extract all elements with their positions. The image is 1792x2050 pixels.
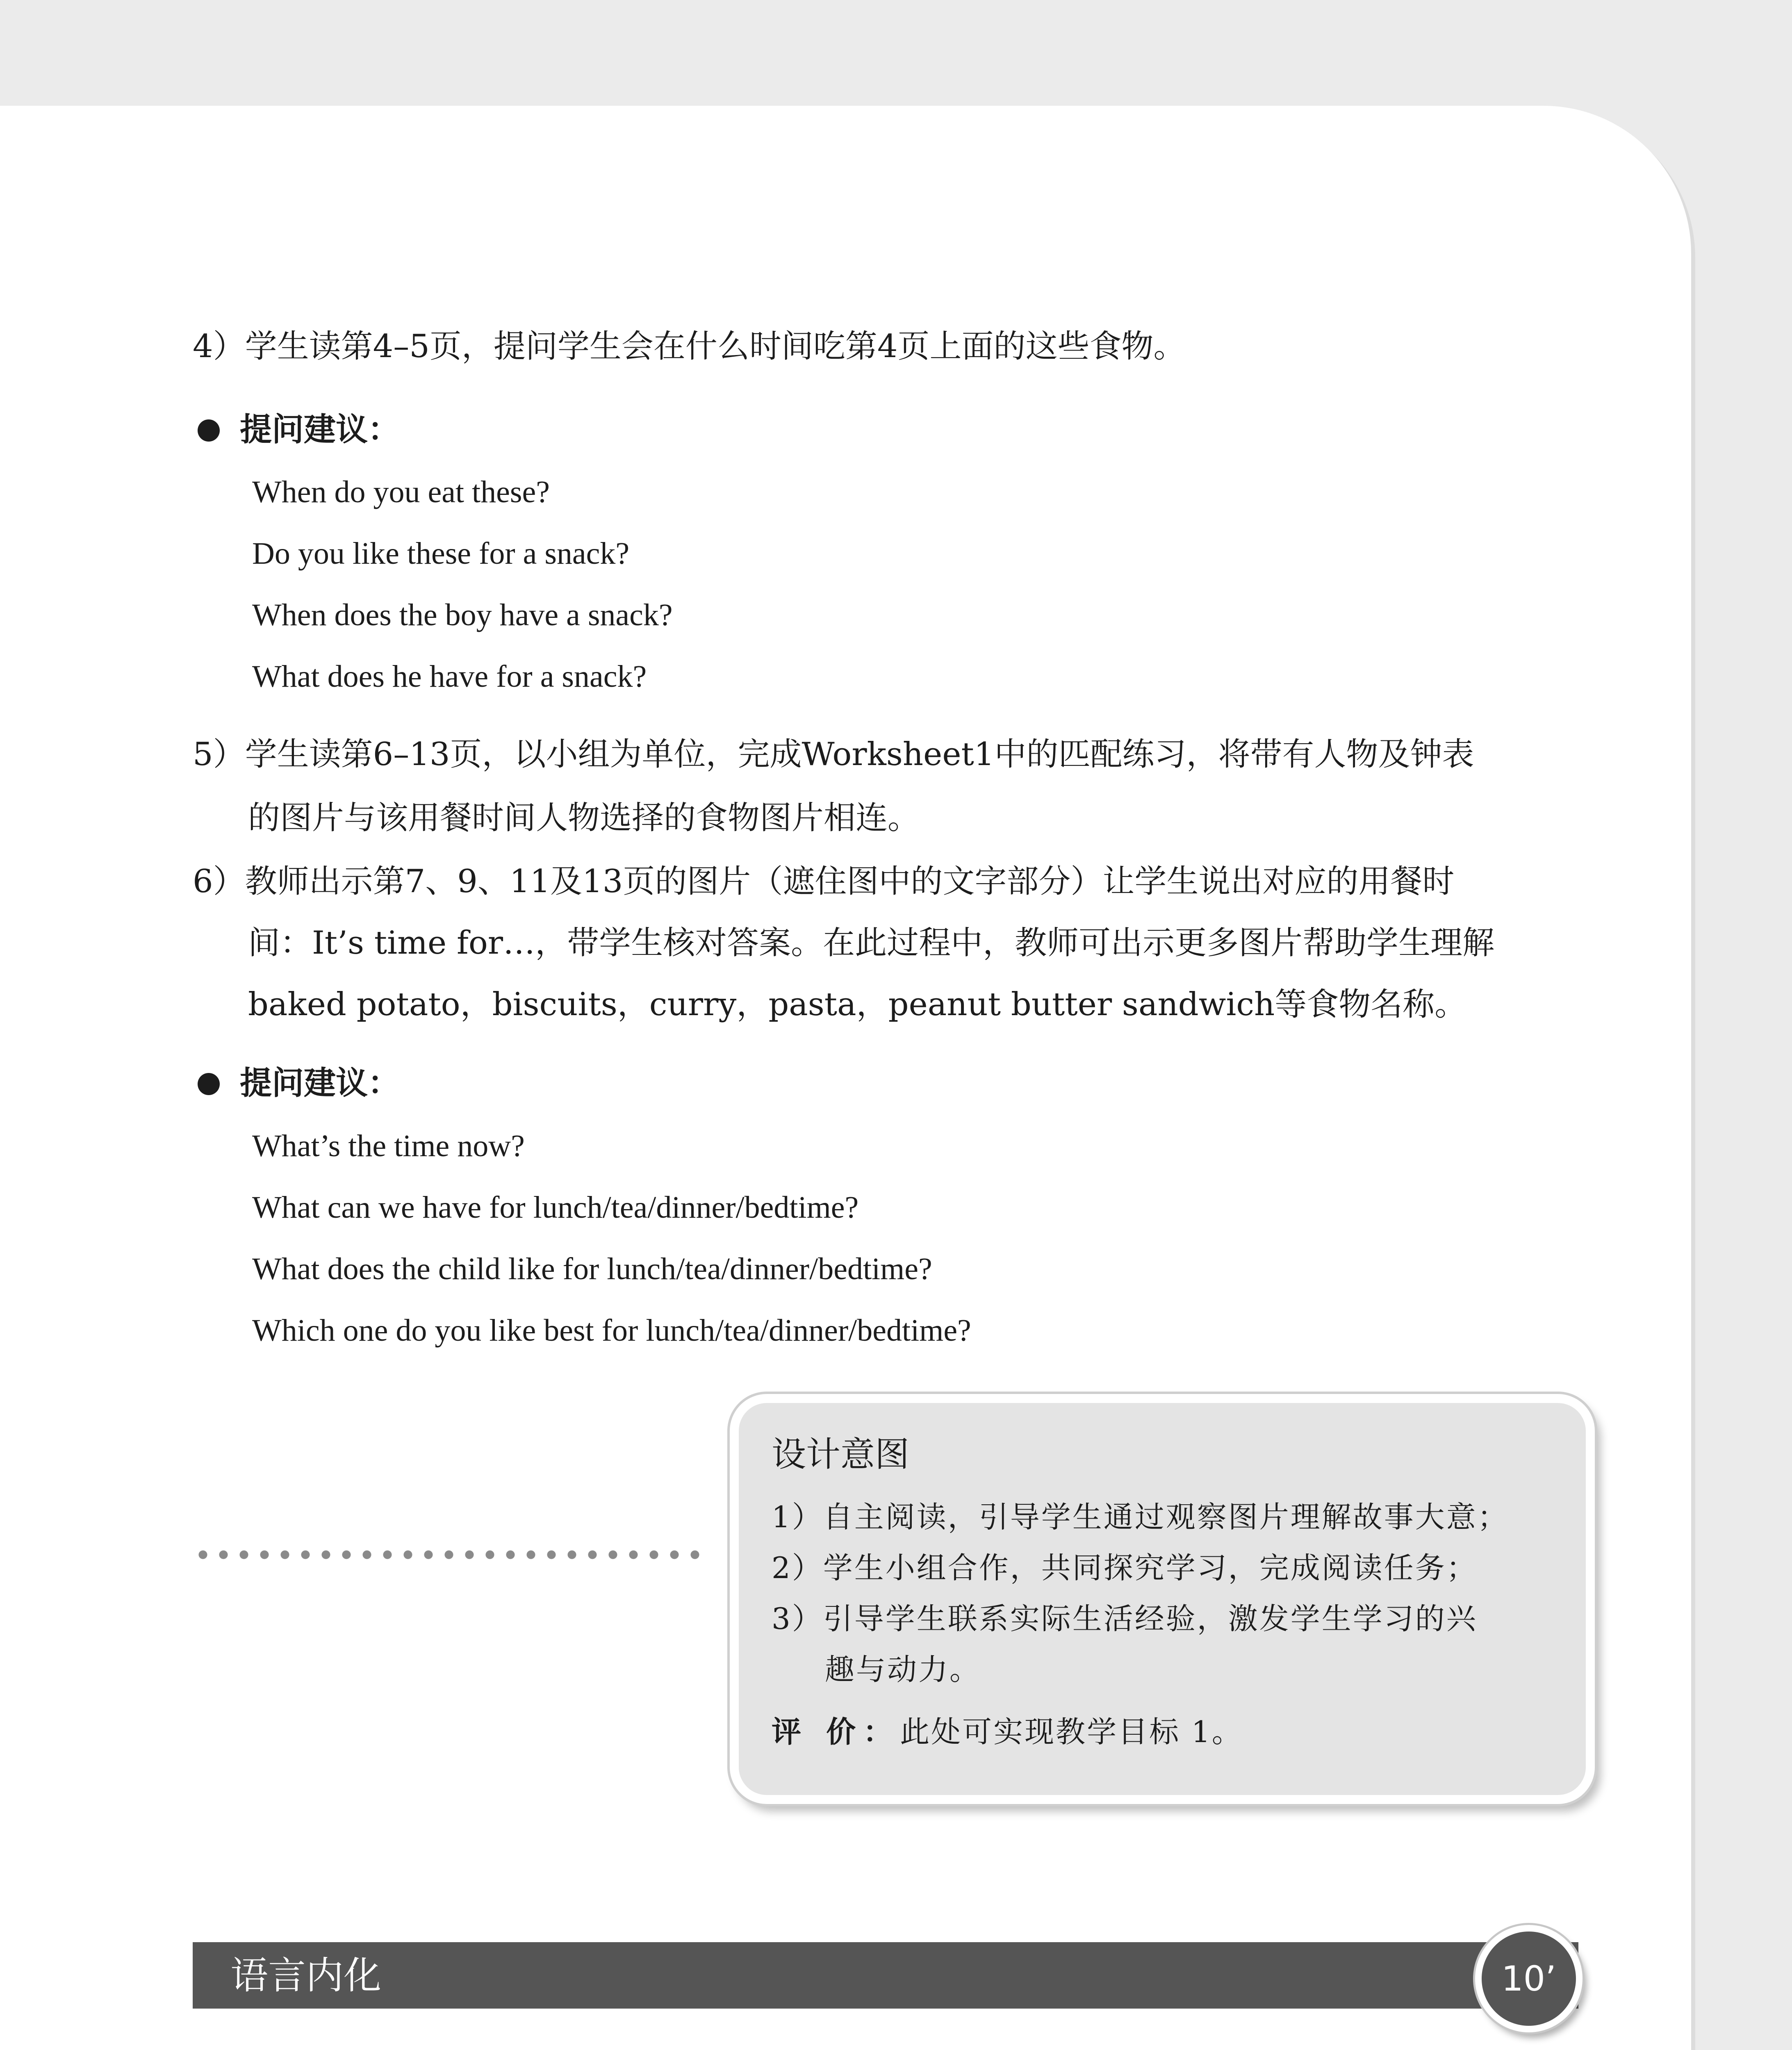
question-line: What’s the time now? — [252, 1129, 525, 1163]
section-header-bar — [193, 1942, 1578, 2009]
bullet-icon — [198, 1073, 220, 1095]
design-intent-title: 设计意图 — [772, 1434, 910, 1474]
suggestion-heading-2: 提问建议： — [240, 1065, 400, 1102]
evaluation-text: 此处可实现教学目标 1。 — [900, 1715, 1243, 1749]
step-4: 4）学生读第4–5页，提问学生会在什么时间吃第4页上面的这些食物。 — [193, 328, 1186, 365]
question-line: Which one do you like best for lunch/tea/dinner/bedtime? — [252, 1313, 971, 1348]
question-line: Do you like these for a snack? — [252, 536, 630, 571]
design-point-3-line-2: 趣与动力。 — [825, 1652, 981, 1687]
evaluation-label: 评 价： — [772, 1715, 900, 1749]
step-6-line-3: baked potato，biscuits，curry，pasta，peanut butter sandwich等食物名称。 — [248, 986, 1467, 1023]
step-5-line-2: 的图片与该用餐时间人物选择的食物图片相连。 — [248, 800, 920, 836]
question-line: What can we have for lunch/tea/dinner/bedtime? — [252, 1190, 859, 1225]
section-title: 语言内化 — [230, 1954, 382, 1998]
bullet-icon — [198, 419, 220, 442]
step-5-line-1: 5）学生读第6–13页，以小组为单位，完成Worksheet1中的匹配练习，将带有人物及钟表 — [193, 736, 1474, 773]
suggestion-heading-1: 提问建议： — [240, 411, 400, 448]
question-line: When do you eat these? — [252, 475, 550, 509]
time-badge: 10’ — [1475, 1925, 1583, 2032]
step-6-line-2: 间：It’s time for…，带学生核对答案。在此过程中，教师可出示更多图片帮助学生理解 — [248, 925, 1495, 961]
question-line: What does the child like for lunch/tea/dinner/bedtime? — [252, 1252, 932, 1286]
design-point-2: 2）学生小组合作，共同探究学习，完成阅读任务； — [772, 1551, 1478, 1585]
question-line: When does the boy have a snack? — [252, 598, 673, 632]
design-point-3-line-1: 3）引导学生联系实际生活经验，激发学生学习的兴 — [772, 1601, 1478, 1636]
question-line: What does he have for a snack? — [252, 659, 647, 694]
design-intent-box — [730, 1394, 1595, 1804]
step-6-line-1: 6）教师出示第7、9、11及13页的图片（遮住图中的文字部分）让学生说出对应的用餐时 — [193, 863, 1455, 900]
dotted-leader — [193, 1550, 705, 1560]
evaluation-line — [772, 1711, 1243, 1752]
design-point-1: 1）自主阅读，引导学生通过观察图片理解故事大意； — [772, 1500, 1509, 1534]
